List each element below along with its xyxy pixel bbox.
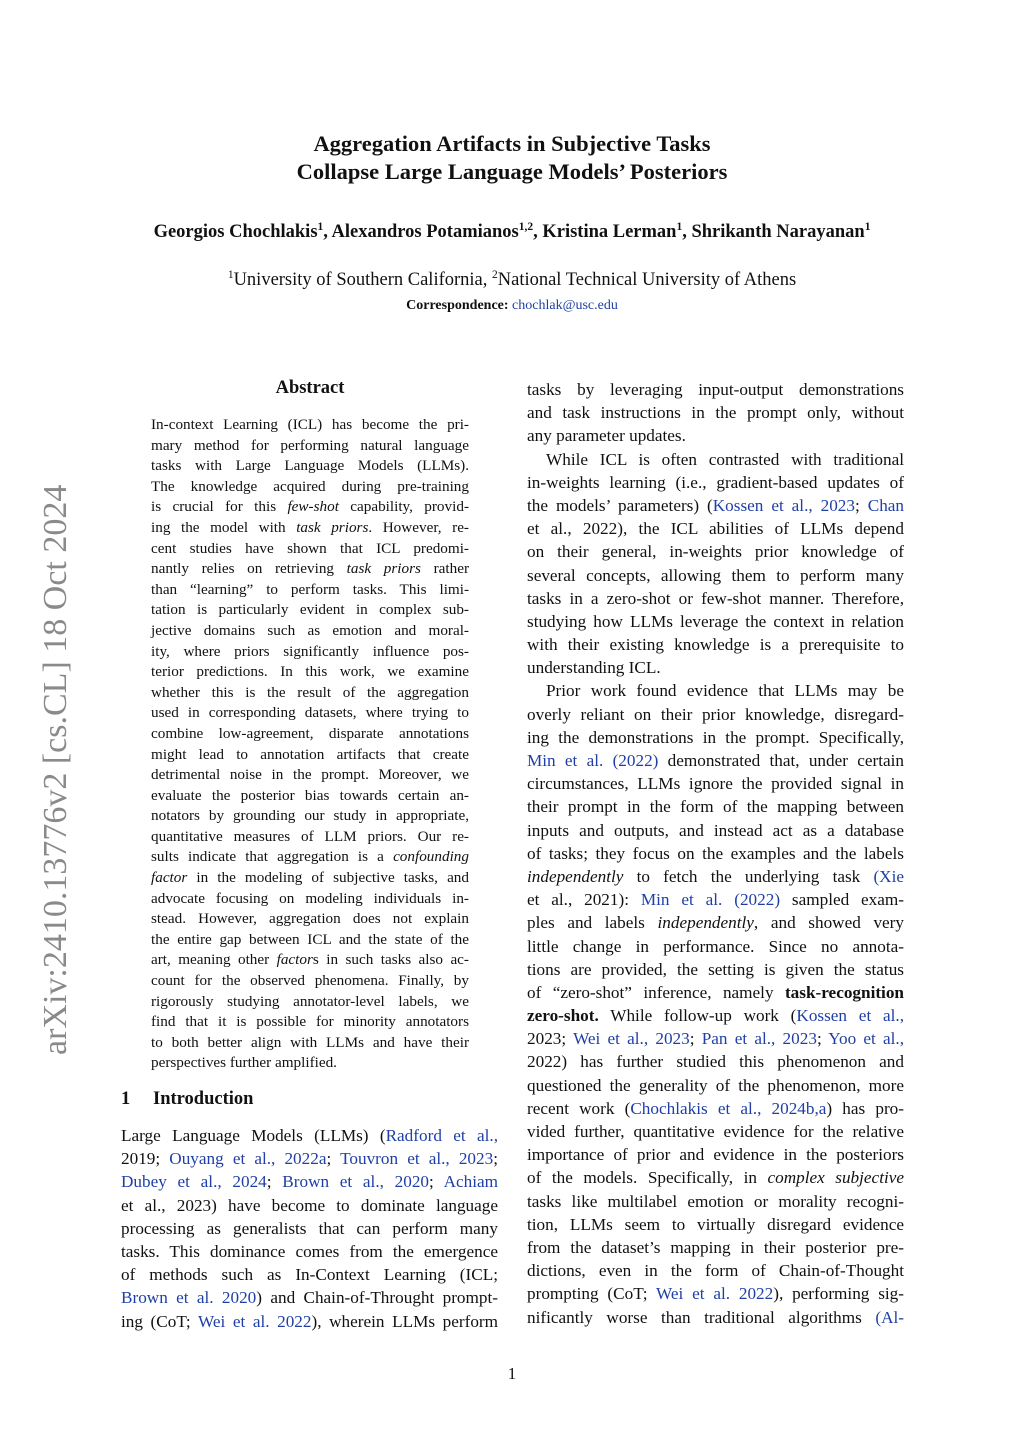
- body-line: 2023; Wei et al., 2023; Pan et al., 2023; Yoo et al.,: [527, 1029, 905, 1049]
- body-line: from the dataset’s mapping in their posterior pre-: [527, 1237, 904, 1257]
- affiliation-name: National Technical University of Athens: [497, 270, 797, 290]
- body-line: their prompt in the form of the mapping between: [527, 797, 904, 817]
- body-line: questioned the generality of the phenomenon, more: [527, 1075, 904, 1095]
- abstract-line: count for the observed phenomena. Finally, by: [151, 972, 469, 990]
- author-name: Kristina Lerman: [542, 222, 677, 242]
- abstract-body: [151, 415, 469, 1074]
- body-line: tasks by leveraging input-output demonstrations: [527, 380, 904, 399]
- body-line: ing the demonstrations in the prompt. Specifically,: [527, 727, 904, 747]
- body-line: little change in performance. Since no annota-: [527, 936, 904, 956]
- body-line: et al., 2022), the ICL abilities of LLMs depend: [527, 519, 904, 539]
- author-name: Alexandros Potamianos: [331, 222, 519, 242]
- affiliation-name: University of Southern California,: [233, 270, 488, 290]
- abstract-line: terior predictions. In this work, we examine: [151, 663, 469, 681]
- body-line: understanding ICL.: [527, 658, 661, 678]
- abstract-line: mary method for performing natural language: [151, 436, 469, 454]
- affiliation-mark: 1: [676, 221, 683, 234]
- abstract-line: than “learning” to perform tasks. This limi-: [151, 580, 469, 598]
- abstract-line: whether this is the result of the aggregation: [151, 683, 469, 701]
- abstract-line: cent studies have shown that ICL predomi-: [151, 539, 469, 557]
- intro-line: Dubey et al., 2024; Brown et al., 2020; Achiam: [121, 1172, 498, 1192]
- abstract-line: factor in the modeling of subjective tasks, and: [151, 869, 469, 887]
- intro-line: et al., 2023) have become to dominate language: [121, 1195, 498, 1215]
- abstract-heading: Abstract: [275, 378, 345, 398]
- abstract-line: perspectives further amplified.: [151, 1054, 337, 1072]
- section-number: 1: [121, 1089, 131, 1109]
- body-line: tion, LLMs seem to virtually disregard evidence: [527, 1214, 904, 1234]
- intro-line: Brown et al. 2020) and Chain-of-Throught prompt-: [121, 1288, 498, 1308]
- affiliation-mark: 1: [864, 221, 871, 234]
- body-line: of “zero-shot” inference, namely task-recognition: [527, 982, 904, 1002]
- body-line: inputs and outputs, and instead act as a database: [527, 820, 904, 840]
- author-name: Georgios Chochlakis: [153, 222, 318, 242]
- paper-title: [0, 130, 1024, 186]
- abstract-line: sults indicate that aggregation is a confounding: [151, 848, 469, 866]
- intro-line: ing (CoT; Wei et al. 2022), wherein LLMs perform: [121, 1311, 498, 1331]
- body-line: on their general, in-weights prior knowledge of: [527, 542, 904, 562]
- title-line: Aggregation Artifacts in Subjective Tasks: [313, 131, 711, 156]
- body-line: the models’ parameters) (Kossen et al., 2023; Chan: [527, 495, 905, 515]
- section-heading: [121, 1089, 253, 1110]
- abstract-line: tation is particularly evident in complex sub-: [151, 601, 469, 619]
- affiliation-mark: 2: [492, 269, 498, 282]
- body-line: independently to fetch the underlying task (Xie: [527, 866, 904, 886]
- page-number: 1: [507, 1364, 517, 1383]
- abstract-line: The knowledge acquired during pre-training: [151, 477, 469, 495]
- intro-line: processing as generalists that can perform many: [121, 1218, 498, 1238]
- body-line: of tasks; they focus on the examples and the labels: [527, 843, 904, 863]
- intro-line: of methods such as In-Context Learning (ICL;: [121, 1265, 498, 1285]
- affiliation-mark: 1: [227, 269, 234, 282]
- abstract-line: jective domains such as emotion and moral-: [151, 621, 469, 639]
- abstract-line: ity, where priors significantly influence pos-: [151, 642, 469, 660]
- intro-line: Large Language Models (LLMs) (Radford et al.,: [121, 1126, 498, 1145]
- author-list: Georgios Chochlakis$^1$, Alexandros Potamianos$^{1,2}$, Kristina Lerman$^1$, Shrikanth Narayanan$^1$: [153, 221, 871, 242]
- body-line: et al., 2021): Min et al. (2022) sampled exam-: [527, 890, 904, 910]
- body-line: several concepts, allowing them to perform many: [527, 565, 904, 585]
- abstract-line: might lead to annotation artifacts that create: [151, 745, 469, 763]
- intro-line: 2019; Ouyang et al., 2022a; Touvron et al., 2023;: [121, 1149, 498, 1169]
- body-line: of the models. Specifically, in complex subjective: [527, 1168, 904, 1188]
- abstract-line: In-context Learning (ICL) has become the pri-: [151, 416, 469, 433]
- correspondence-email-link[interactable]: chochlak@usc.edu: [512, 298, 618, 313]
- abstract-line: used in corresponding datasets, where trying to: [151, 704, 469, 722]
- body-line: Min et al. (2022) demonstrated that, under certain: [527, 751, 904, 770]
- body-line: prompting (CoT; Wei et al. 2022), performing sig-: [527, 1284, 904, 1304]
- body-line: tasks in a zero-shot or few-shot manner. Therefore,: [527, 588, 904, 608]
- author-name: Shrikanth Narayanan: [691, 222, 865, 242]
- arxiv-stamp: arXiv:2410.13776v2 [cs.CL] 18 Oct 2024: [37, 484, 74, 1055]
- affiliations: [0, 270, 1024, 291]
- correspondence-label: Correspondence:: [406, 298, 509, 313]
- abstract-line: tasks with Large Language Models (LLMs).: [151, 457, 469, 475]
- abstract-line: rigorously studying annotator-level labels, we: [151, 992, 469, 1010]
- body-line: Prior work found evidence that LLMs may be: [546, 681, 904, 701]
- body-line: vided further, quantitative evidence for the relative: [527, 1122, 904, 1141]
- abstract-line: find that it is possible for minority annotators: [151, 1013, 469, 1031]
- body-line: While ICL is often contrasted with traditional: [546, 449, 904, 469]
- right-column-body: [527, 378, 904, 1329]
- body-line: circumstances, LLMs ignore the provided signal in: [527, 774, 904, 794]
- body-line: tasks like multilabel emotion or morality recogni-: [527, 1191, 904, 1211]
- intro-line: tasks. This dominance comes from the emergence: [121, 1241, 498, 1261]
- abstract-line: quantitative measures of LLM priors. Our re-: [151, 827, 469, 845]
- affiliation-mark: 1: [317, 221, 324, 234]
- body-line: tions are provided, the setting is given the status: [527, 959, 904, 979]
- affiliation-mark: 1,2: [518, 221, 534, 234]
- body-line: studying how LLMs leverage the context in relation: [527, 611, 904, 631]
- body-line: dictions, even in the form of Chain-of-Thought: [527, 1261, 904, 1281]
- body-line: overly reliant on their prior knowledge, disregard-: [527, 704, 904, 724]
- body-line: 2022) has further studied this phenomenon and: [527, 1052, 904, 1072]
- intro-body: [121, 1124, 498, 1333]
- abstract-line: is crucial for this few-shot capability, provid-: [151, 498, 469, 516]
- title-line: Collapse Large Language Models’ Posteriors: [296, 159, 728, 184]
- correspondence: [0, 298, 1024, 314]
- body-line: zero-shot. While follow-up work (Kossen et al.,: [527, 1006, 904, 1026]
- body-line: any parameter updates.: [527, 426, 686, 446]
- body-line: in-weights learning (i.e., gradient-based updates of: [527, 472, 904, 492]
- abstract-line: stead. However, aggregation does not explain: [151, 910, 469, 928]
- abstract-line: detrimental noise in the prompt. Moreover, we: [151, 766, 469, 784]
- abstract-line: advocate focusing on modeling individuals in-: [151, 889, 469, 907]
- body-line: recent work (Chochlakis et al., 2024b,a) has pro-: [527, 1098, 904, 1118]
- body-line: with their existing knowledge is a prerequisite to: [527, 635, 904, 655]
- body-line: nificantly worse than traditional algorithms (Al-: [527, 1307, 904, 1327]
- section-title: Introduction: [153, 1089, 254, 1109]
- body-line: importance of prior and evidence in the posteriors: [527, 1145, 904, 1165]
- abstract-line: nantly relies on retrieving task priors rather: [151, 560, 469, 578]
- abstract-line: evaluate the posterior bias towards certain an-: [151, 786, 469, 804]
- abstract-line: ing the model with task priors. However, re-: [151, 518, 469, 536]
- abstract-line: the entire gap between ICL and the state of the: [151, 930, 469, 948]
- abstract-line: to both better align with LLMs and have their: [151, 1033, 469, 1051]
- abstract-line: art, meaning other factors in such tasks also ac-: [151, 951, 469, 969]
- body-line: and task instructions in the prompt only, without: [527, 403, 904, 423]
- abstract-line: notators by grounding our study in appropriate,: [151, 807, 469, 825]
- abstract-line: combine low-agreement, disparate annotations: [151, 724, 469, 742]
- body-line: ples and labels independently, and showed very: [527, 913, 904, 933]
